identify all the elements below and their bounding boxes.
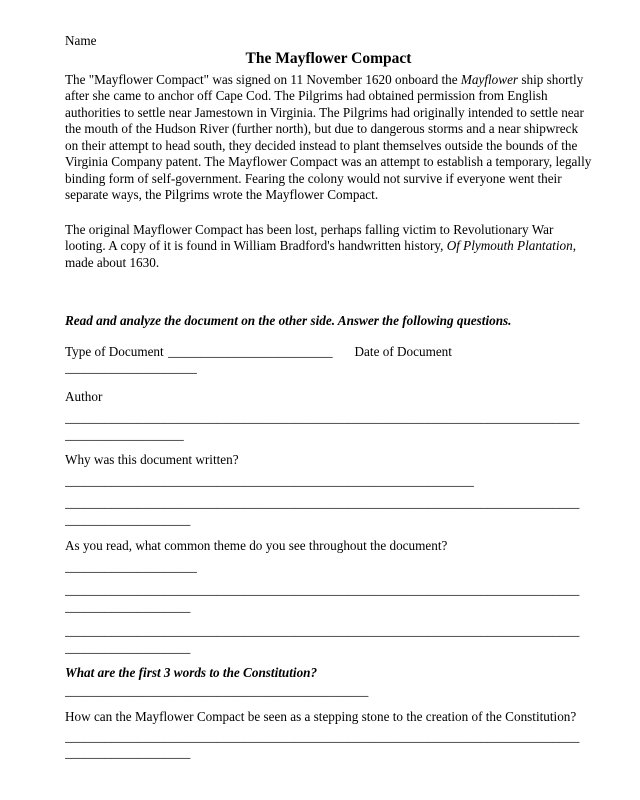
common-theme-answer-blanks-3 bbox=[65, 623, 592, 656]
answer-blank-full: ______________________________________________________________________________ bbox=[65, 728, 580, 744]
instructions-line: Read and analyze the document on the other side. Answer the following questions. bbox=[65, 313, 512, 328]
answer-blank-short: ___________________ bbox=[65, 639, 191, 655]
answer-blank-full: ______________________________________________________________________________ bbox=[65, 582, 580, 597]
intro-paragraph-1: The "Mayflower Compact" was signed on 11 November 1620 onboard the Mayflower ship shortly after she came to anchor off Cape Cod. The Pilgrims had obtained permission from English authorities to settle near Jamestown in Virginia. The Pilgrims had originally intended to settle near the mouth of the Hudson River (further north), but due to dangerous storms and a near shipwreck on their attempt to head south, they decided instead to plant themselves outside the bounds of the Virginia Company patent. The Mayflower Compact was an attempt to establish a temporary, legally binding form of self-government. Fearing the colony would not survive if everyone went their separate ways, the Pilgrims wrote the Mayflower Compact. bbox=[65, 71, 592, 202]
author-label: Author bbox=[65, 388, 103, 404]
type-of-document-label: Type of Document bbox=[65, 343, 164, 359]
name-label: Name bbox=[65, 33, 97, 48]
common-theme-answer-blanks-1 bbox=[65, 559, 592, 576]
answer-blank-full: ______________________________________________________________________________ bbox=[65, 495, 580, 510]
question-first-three-words: What are the first 3 words to the Constitution? bbox=[65, 665, 318, 680]
answer-blank-short: ___________________ bbox=[65, 745, 191, 760]
answer-blank-short: ___________________ bbox=[65, 511, 191, 527]
answer-blank-short: __________________ bbox=[65, 426, 184, 442]
why-written-answer-blanks-2 bbox=[65, 495, 592, 528]
answer-blank-short: ____________________ bbox=[65, 558, 197, 574]
common-theme-answer-blanks-2 bbox=[65, 582, 592, 615]
answer-blank-medium: ______________________________________________________________ bbox=[65, 472, 474, 488]
date-of-document-label: Date of Document bbox=[354, 343, 452, 359]
type-of-document-blank-continued: ____________________ bbox=[65, 360, 197, 375]
type-date-row bbox=[65, 344, 592, 361]
intro-paragraph-2: The original Mayflower Compact has been lost, perhaps falling victim to Revolutionary War looting. A copy of it is found in William Bradford's handwritten history, Of Plymouth Plantation, made about 1630. bbox=[65, 221, 576, 270]
question-common-theme: As you read, what common theme do you see throughout the document? bbox=[65, 538, 448, 553]
answer-blank-full: ______________________________________________________________________________ bbox=[65, 410, 580, 425]
page-title: The Mayflower Compact bbox=[245, 49, 412, 67]
question-why-written: Why was this document written? bbox=[65, 452, 239, 467]
answer-blank-medium: ______________________________________________ bbox=[65, 682, 369, 698]
answer-blank-short: ___________________ bbox=[65, 598, 191, 614]
author-answer-blanks bbox=[65, 410, 592, 443]
answer-blank-full: ______________________________________________________________________________ bbox=[65, 623, 580, 638]
stepping-stone-answer-blanks bbox=[65, 729, 592, 762]
question-stepping-stone: How can the Mayflower Compact be seen as a stepping stone to the creation of the Constitution? bbox=[65, 709, 577, 724]
why-written-answer-blanks-1 bbox=[65, 473, 592, 490]
type-of-document-blank: _________________________ bbox=[167, 343, 333, 359]
